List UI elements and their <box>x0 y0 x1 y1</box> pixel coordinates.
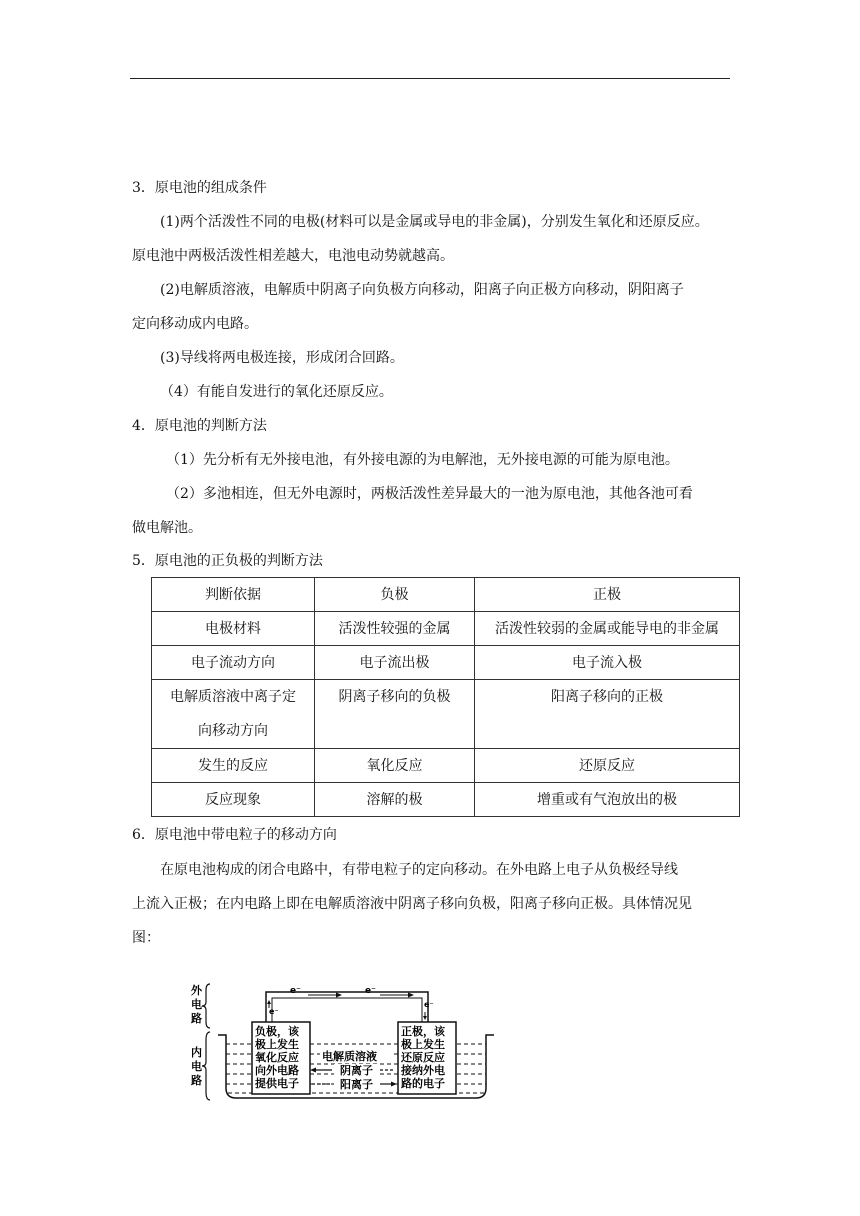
anode-text-line: 氧化反应 <box>255 1051 299 1064</box>
cathode-text-line: 接纳外电 <box>401 1064 445 1077</box>
table-cell: 发生的反应 <box>152 749 315 783</box>
s3-p2-line2: 定向移动成内电路。 <box>132 316 258 332</box>
s6-p1-line1: 在原电池构成的闭合电路中，有带电粒子的定向移动。在外电路上电子从负极经导线 <box>160 862 678 878</box>
section-5-title: 5．原电池的正负极的判断方法 <box>132 553 323 569</box>
electrolyte-label: 电解质溶液 <box>322 1050 377 1063</box>
electrode-table <box>151 577 740 817</box>
section-6-title: 6．原电池中带电粒子的移动方向 <box>132 827 337 843</box>
outer-label <box>191 983 203 1025</box>
table-cell: 还原反应 <box>475 749 740 783</box>
anode-text-line: 提供电子 <box>255 1077 299 1090</box>
table-cell: 电子流入极 <box>475 646 740 680</box>
table-header-cell: 正极 <box>475 578 740 612</box>
inner-label-char-3: 路 <box>191 1074 202 1087</box>
electron-arrow-2-head <box>408 993 414 998</box>
cathode-text-line: 还原反应 <box>401 1051 445 1064</box>
table-cell: 活泼性较强的金属 <box>315 612 475 646</box>
s6-p1-line2: 上流入正极；在内电路上即在电解质溶液中阴离子移向负极，阳离子移向正极。具体情况见 <box>132 896 692 912</box>
table-row <box>152 612 740 646</box>
inner-label <box>191 1045 202 1087</box>
section-4-title: 4．原电池的判断方法 <box>132 418 267 434</box>
anode-text-line: 负极，该 <box>255 1025 299 1038</box>
electron-up-arrow-head <box>267 1000 271 1004</box>
cation-arrow-head <box>391 1082 397 1087</box>
table-cell: 溶解的极 <box>315 783 475 817</box>
table-cell: 电子流出极 <box>315 646 475 680</box>
s3-p1-line1: (1)两个活泼性不同的电极(材料可以是金属或导电的非金属)，分别发生氧化和还原反应。 <box>160 214 709 230</box>
inner-label-char-1: 内 <box>191 1046 202 1059</box>
s4-p2-line2: 做电解池。 <box>132 520 202 536</box>
s3-p1-line2: 原电池中两极活泼性相差越大，电池电动势就越高。 <box>132 248 454 264</box>
s3-p3: (3)导线将两电极连接，形成闭合回路。 <box>160 350 404 366</box>
electron-label: e⁻ <box>269 1007 279 1016</box>
table-cell: 增重或有气泡放出的极 <box>475 783 740 817</box>
table-cell: 阴离子移向的负极 <box>315 680 475 749</box>
s4-p2-line1: （2）多池相连，但无外电源时，两极活泼性差异最大的一池为原电池，其他各池可看 <box>166 486 693 502</box>
table-row <box>152 749 740 783</box>
electron-arrow-1-head <box>336 993 342 998</box>
table-cell <box>152 680 315 749</box>
outer-wire <box>266 992 428 1022</box>
s3-p2-line1: (2)电解质溶液，电解质中阴离子向负极方向移动，阳离子向正极方向移动，阴阳离子 <box>160 282 684 298</box>
galvanic-cell-diagram <box>180 980 500 1105</box>
table-header-row <box>152 578 740 612</box>
s4-p1: （1）先分析有无外接电池，有外接电源的为电解池，无外接电源的可能为原电池。 <box>166 452 679 468</box>
header-rule <box>130 78 730 79</box>
cation-label: 阳离子 <box>340 1078 373 1091</box>
table-cell: 反应现象 <box>152 783 315 817</box>
table-row <box>152 680 740 749</box>
table-cell: 活泼性较弱的金属或能导电的非金属 <box>475 612 740 646</box>
cathode-text <box>400 1024 446 1090</box>
electron-label: e⁻ <box>290 986 301 996</box>
table-cell-line: 向移动方向 <box>198 723 268 739</box>
table-cell: 阳离子移向的正极 <box>475 680 740 749</box>
s3-p4: （4）有能自发进行的氧化还原反应。 <box>160 384 393 400</box>
table-cell-line: 电解质溶液中离子定 <box>170 689 296 705</box>
table-row <box>152 783 740 817</box>
table-cell: 电极材料 <box>152 612 315 646</box>
outer-label-char-2: 电 <box>191 998 202 1011</box>
anode-text-line: 向外电路 <box>255 1064 299 1077</box>
anion-label: 阴离子 <box>340 1064 373 1077</box>
outer-label-char-1: 外 <box>191 984 202 997</box>
s6-p1-line3: 图： <box>132 930 160 946</box>
cathode-text-line: 极上发生 <box>401 1038 445 1051</box>
table-cell: 电子流动方向 <box>152 646 315 680</box>
electron-label: e⁻ <box>424 1000 434 1009</box>
anode-text-line: 极上发生 <box>255 1038 299 1051</box>
outer-wire-inner <box>272 998 422 1022</box>
electron-down-arrow-head <box>423 1016 427 1020</box>
table-header-cell: 负极 <box>315 578 475 612</box>
outer-circuit-brace <box>202 984 210 1028</box>
table-cell: 氧化反应 <box>315 749 475 783</box>
table-header-cell: 判断依据 <box>152 578 315 612</box>
table-row <box>152 646 740 680</box>
inner-circuit-brace <box>202 1032 210 1100</box>
cathode-text-line: 正极，该 <box>401 1025 445 1038</box>
electron-label: e⁻ <box>365 986 376 996</box>
cathode-text-line: 路的电子 <box>401 1077 445 1090</box>
outer-label-char-3: 路 <box>191 1012 202 1025</box>
inner-label-char-2: 电 <box>191 1060 202 1073</box>
anion-arrow-head <box>310 1068 316 1073</box>
anode-text <box>254 1024 300 1090</box>
section-3-title: 3．原电池的组成条件 <box>132 180 267 196</box>
